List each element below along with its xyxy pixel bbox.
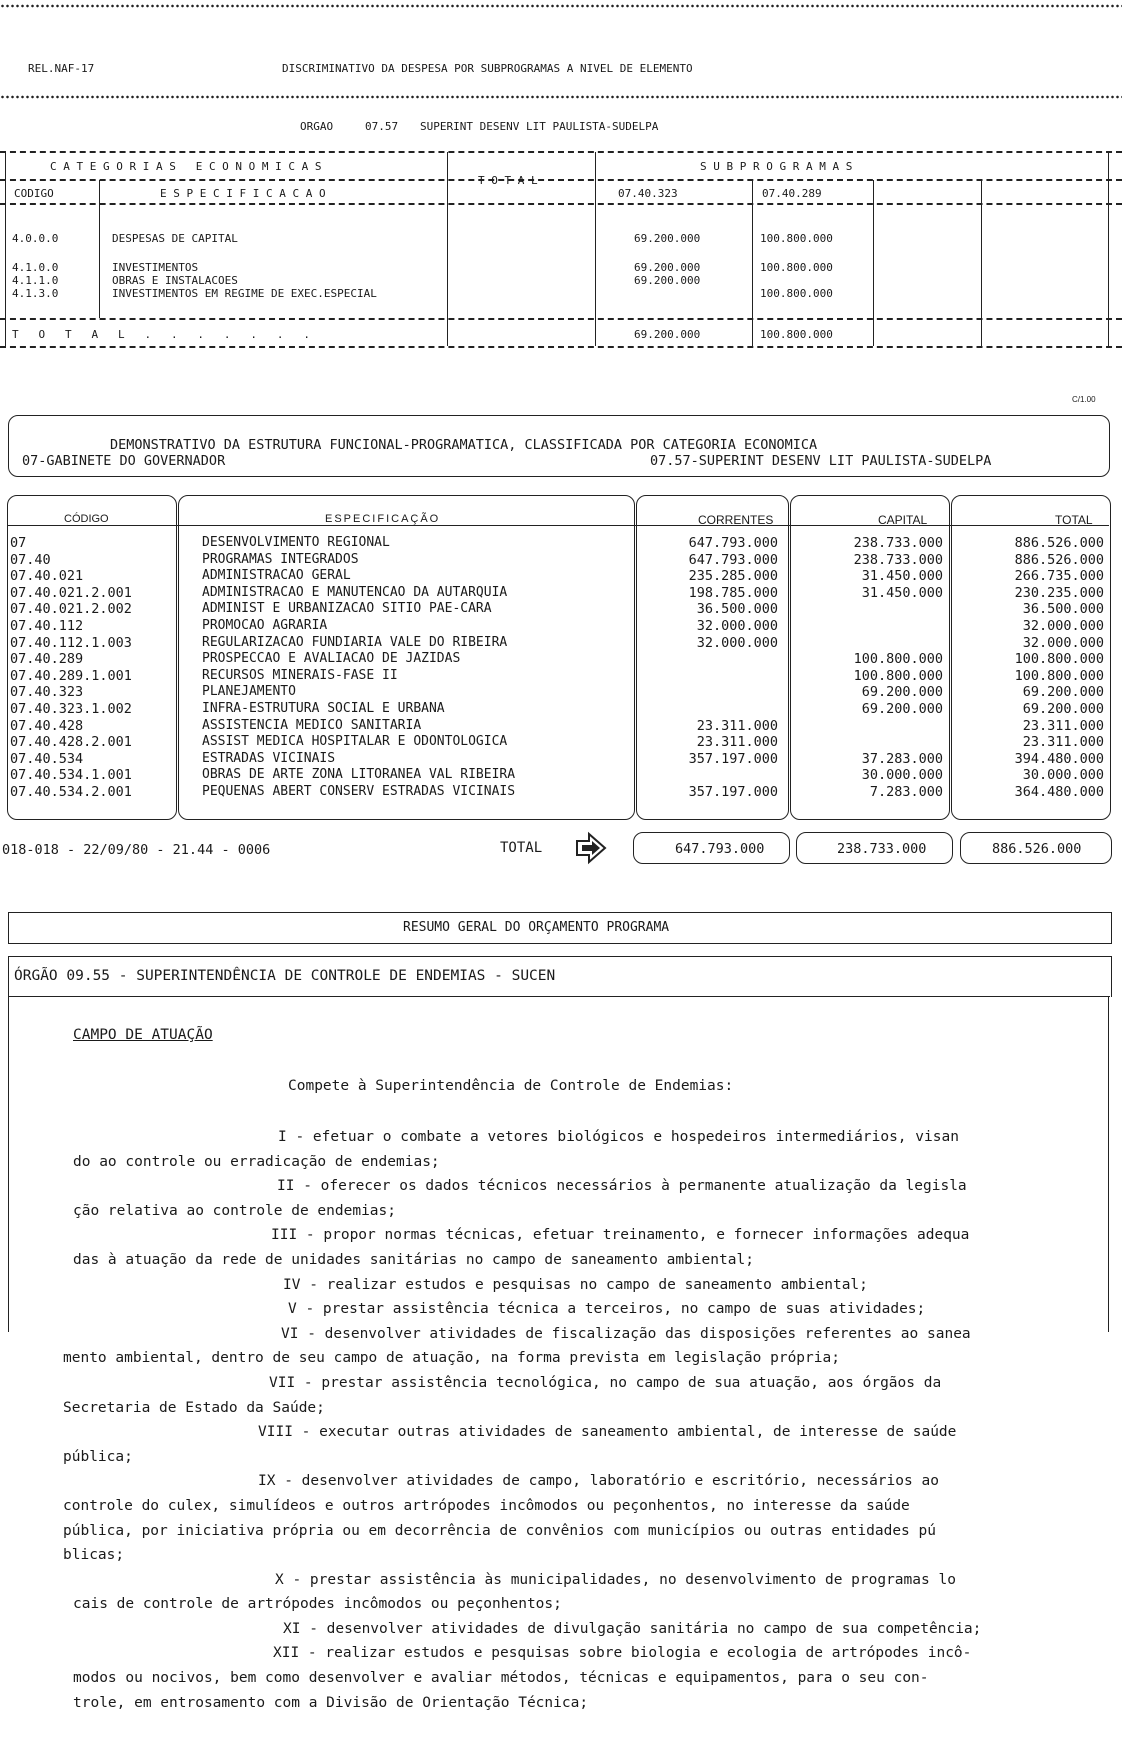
cell-desc: INFRA-ESTRUTURA SOCIAL E URBANA [202,701,445,716]
cell-correntes: 32.000.000 [696,634,778,651]
col-divider [595,152,596,346]
total-total: 886.526.000 [992,841,1082,857]
total-label: TOTAL [500,840,543,856]
cell-correntes: 357.197.000 [688,750,778,767]
star-border-top [0,2,1122,10]
report-title: DISCRIMINATIVO DA DESPESA POR SUBPROGRAMAS A NIVEL DE ELEMENTO [282,62,693,75]
col-divider [1108,152,1109,346]
col-divider [99,180,100,318]
text-line: II - oferecer os dados técnicos necessários à permanente atualização da legisla [277,1178,967,1195]
star-border-bottom [0,93,1122,101]
cell-total: 394.480.000 [1014,750,1104,767]
col-divider [5,152,6,346]
cell-correntes [640,651,778,668]
text-line: XI - desenvolver atividades de divulgação sanitária no campo de sua competência; [283,1620,982,1637]
footer-id: 018-018 - 22/09/80 - 21.44 - 0006 [2,842,271,858]
cell-capital: 31.450.000 [861,584,943,601]
header-rule [8,525,1109,526]
cell-codigo: 07.40.289.1.001 [10,667,132,684]
col-correntes-header: CORRENTES [698,513,774,527]
cell-correntes: 32.000.000 [696,618,778,634]
resumo-orgao: ÓRGÃO 09.55 - SUPERINTENDÊNCIA DE CONTROLE DE ENDEMIAS - SUCEN [14,968,556,984]
cell-correntes: 23.311.000 [696,734,778,751]
report-id: REL.NAF-17 [28,62,95,75]
hdr-sub2: 07.40.289 [762,187,822,200]
cell-capital: 7.283.000 [869,784,943,800]
frame-left [8,996,9,1332]
cell-codigo: 07.40.534 [10,750,84,767]
cell-desc: DESENVOLVIMENTO REGIONAL [202,535,390,550]
cell-desc: PEQUENAS ABERT CONSERV ESTRADAS VICINAIS [202,784,516,799]
cell-total: 230.235.000 [1014,584,1104,601]
cell-desc: ESTRADAS VICINAIS [202,750,336,766]
cell-codigo: 07.40.021.2.002 [10,601,132,618]
text-line: do ao controle ou erradicação de endemias; [73,1153,440,1170]
orgao-right: 07.57-SUPERINT DESENV LIT PAULISTA-SUDELPA [650,453,992,469]
col-divider [981,180,982,346]
cell-total: 364.480.000 [1014,784,1104,800]
hdr-sub1: 07.40.323 [618,187,678,200]
campo-intro: Compete à Superintendência de Controle de Endemias: [288,1078,734,1094]
text-line: I - efetuar o combate a vetores biológicos e hospedeiros intermediários, visan [278,1129,959,1145]
cell-total: 69.200.000 [1022,701,1104,717]
text-line: VIII - executar outras atividades de saneamento ambiental, de interesse de saúde [258,1424,957,1441]
cell-capital: 69.200.000 [861,701,943,717]
cell-desc: PROMOCAO AGRARIA [202,618,328,633]
col-divider [447,152,448,346]
cell-correntes: 357.197.000 [688,784,778,800]
cell-total: 69.200.000 [1022,684,1104,701]
cell-capital: 69.200.000 [861,684,943,701]
orgao-rule [8,996,1110,997]
orgao-code: 07.57 [365,120,399,133]
total-label: T O T A L . . . . . . . [12,328,311,341]
cell-capital: 238.733.000 [853,551,943,568]
cell-capital: 100.800.000 [853,667,943,684]
cell-correntes [640,668,778,685]
text-line: cais de controle de artrópodes incômodos ou peçonhentos; [73,1596,562,1613]
cell-total: 100.800.000 [1014,651,1104,668]
cell-desc: PROSPECCAO E AVALIACAO DE JAZIDAS [202,651,461,667]
orgao-left: 07-GABINETE DO GOVERNADOR [22,453,226,469]
cell-desc: PROGRAMAS INTEGRADOS [202,551,359,567]
total-sub2: 100.800.000 [760,328,833,341]
hdr-categorias: C A T E G O R I A S E C O N O M I C A S [50,160,322,173]
text-line: X - prestar assistência às municipalidades, no desenvolvimento de programas lo [275,1571,956,1588]
campo-heading: CAMPO DE ATUAÇÃO [73,1027,213,1043]
cell-correntes [640,684,778,701]
text-line: blicas; [63,1547,125,1564]
cell-capital [795,618,943,635]
text-line: IX - desenvolver atividades de campo, laboratório e escritório, necessários ao [258,1473,939,1490]
total-capital: 238.733.000 [837,841,927,857]
cell-codigo: 07.40.428.2.001 [10,734,132,751]
cell-desc: REGULARIZACAO FUNDIARIA VALE DO RIBEIRA [202,634,508,650]
cell-correntes: 36.500.000 [696,601,778,618]
text-line: modos ou nocivos, bem como desenvolver e avaliar métodos, técnicas e equipamentos, para o seu con- [73,1670,929,1687]
orgao-name: SUPERINT DESENV LIT PAULISTA-SUDELPA [420,120,659,133]
competencias-list [63,1125,1083,1715]
corner-code: C/1.00 [1072,395,1096,404]
hdr-subprogramas: S U B P R O G R A M A S [700,160,853,173]
cell-codigo: 07.40.021.2.001 [10,584,132,601]
cell-desc: ADMINISTRACAO GERAL [202,568,351,584]
text-line: III - propor normas técnicas, efetuar treinamento, e fornecer informações adequa [271,1227,970,1244]
cell-correntes: 23.311.000 [696,717,778,734]
cell-correntes: 647.793.000 [688,551,778,568]
cell-codigo: 07.40.021 [10,568,84,585]
table-rule [0,203,1122,205]
text-line: XII - realizar estudos e pesquisas sobre biologia e ecologia de artrópodes incô- [273,1645,972,1662]
cell-desc: OBRAS DE ARTE ZONA LITORANEA VAL RIBEIRA [202,767,516,783]
resumo-title: RESUMO GERAL DO ORÇAMENTO PROGRAMA [403,920,670,935]
cell-codigo: 07.40.534.2.001 [10,784,132,800]
text-line: VI - desenvolver atividades de fiscalização das disposições referentes ao sanea [281,1325,971,1342]
cell-codigo: 07 [10,535,27,551]
cell-total: 23.311.000 [1022,734,1104,751]
table-rule [0,179,1122,181]
text-line: V - prestar assistência técnica a terceiros, no campo de suas atividades; [288,1301,926,1318]
cell-capital: 31.450.000 [861,568,943,585]
cell-capital: 100.800.000 [853,651,943,668]
cell-capital: 30.000.000 [861,767,943,784]
cell-desc: RECURSOS MINERAIS-FASE II [202,667,398,683]
cell-total: 266.735.000 [1014,568,1104,585]
total-correntes: 647.793.000 [675,841,765,857]
text-line: mento ambiental, dentro de seu campo de atuação, na forma prevista em legislação própria; [63,1350,840,1367]
cell-codigo: 07.40 [10,551,51,568]
col-espec-header: ESPECIFICAÇÃO [325,513,441,525]
resumo-section [0,910,1122,1756]
col-total-header: TOTAL [1055,513,1093,527]
cell-correntes [640,701,778,718]
text-line: IV - realizar estudos e pesquisas no campo de saneamento ambiental; [283,1276,868,1293]
cell-codigo: 07.40.428 [10,717,84,734]
cell-desc: ASSIST MEDICA HOSPITALAR E ODONTOLOGICA [202,734,508,750]
cell-correntes: 647.793.000 [688,535,778,551]
cell-capital [795,718,943,735]
cell-capital [795,601,943,618]
cell-correntes: 235.285.000 [688,568,778,585]
text-line: VII - prestar assistência tecnológica, no campo de sua atuação, aos órgãos da [269,1374,942,1391]
cell-capital [795,635,943,652]
cell-desc: ADMINISTRACAO E MANUTENCAO DA AUTARQUIA [202,584,508,600]
cell-codigo: 07.40.112 [10,618,84,634]
table-rule [0,318,1122,320]
frame-right [1108,996,1109,1332]
cell-codigo: 07.40.112.1.003 [10,634,132,651]
cell-capital [795,734,943,751]
table-rule [0,346,1122,348]
cell-capital: 37.283.000 [861,750,943,767]
text-line: pública, por iniciativa própria ou em decorrência de convênios com municípios ou outras entidades pú [63,1522,936,1539]
discriminativo-section: REL.NAF-17 DISCRIMINATIVO DA DESPESA POR SUBPROGRAMAS A NIVEL DE ELEMENTO ORGAO 07.57 SUPERINT DESENV LIT PAULISTA-SUDELPA C A T E G O R I A S E C O N O M I C A S T O T A L S U B P R O G R A M A S CODIGO E S P E C I F I C A C A O 07.40.323 07.40.289 4.0.0.0 DESPESAS DE CAPITAL 69.200.000 100.800.000 4.1.0.0 INVESTIMENTOS 69.200.000 100.800.000 4.1.1.0 OBRAS E INSTALACOES 69.200.000 4.1.3.0 INVESTIMENTOS EM REGIME DE EXEC.ESPECIAL 100.800.000 T O T A L . . . . . . . 69.200.000 100.800.000 [0,0,1122,360]
cell-total: 32.000.000 [1022,634,1104,651]
text-line: controle do culex, simulídeos e outros artrópodes incômodos ou peçonhentos, no interesse da saúde [63,1497,910,1514]
cell-total: 23.311.000 [1022,717,1104,734]
cell-correntes [640,767,778,784]
text-line: pública; [63,1448,133,1465]
demo-title: DEMONSTRATIVO DA ESTRUTURA FUNCIONAL-PROGRAMATICA, CLASSIFICADA POR CATEGORIA ECONOMICA [110,437,818,453]
col-divider [752,180,753,346]
cell-total: 36.500.000 [1022,601,1104,618]
cell-codigo: 07.40.534.1.001 [10,767,132,784]
arrow-right-icon [574,831,608,865]
text-line: Secretaria de Estado da Saúde; [63,1399,325,1416]
hdr-total: T O T A L [478,174,538,187]
cell-codigo: 07.40.289 [10,651,84,668]
table-rule [0,151,1122,153]
text-line: trole, em entrosamento com a Divisão de Orientação Técnica; [73,1694,589,1711]
cell-total: 32.000.000 [1022,618,1104,634]
total-sub1: 69.200.000 [634,328,701,341]
cell-correntes: 198.785.000 [688,584,778,601]
cell-desc: ASSISTENCIA MEDICO SANITARIA [202,717,422,733]
demonstrativo-section [0,395,1122,875]
cell-desc: ADMINIST E URBANIZACAO SITIO PAE-CARA [202,601,492,617]
cell-codigo: 07.40.323 [10,684,84,701]
cell-total: 886.526.000 [1014,551,1104,568]
hdr-especificacao: E S P E C I F I C A C A O [160,187,326,200]
cell-total: 30.000.000 [1022,767,1104,784]
cell-desc: PLANEJAMENTO [202,684,296,700]
col-codigo-header: CÓDIGO [64,513,109,525]
orgao-label: ORGAO [300,120,334,133]
text-line: ção relativa ao controle de endemias; [73,1202,397,1219]
col-capital-header: CAPITAL [878,513,928,527]
col-divider [873,180,874,346]
hdr-codigo: CODIGO [14,187,54,200]
cell-total: 100.800.000 [1014,667,1104,684]
cell-total: 886.526.000 [1014,535,1104,551]
cell-capital: 238.733.000 [853,535,943,551]
cell-codigo: 07.40.323.1.002 [10,701,132,717]
text-line: das à atuação da rede de unidades sanitárias no campo de saneamento ambiental; [73,1251,754,1268]
